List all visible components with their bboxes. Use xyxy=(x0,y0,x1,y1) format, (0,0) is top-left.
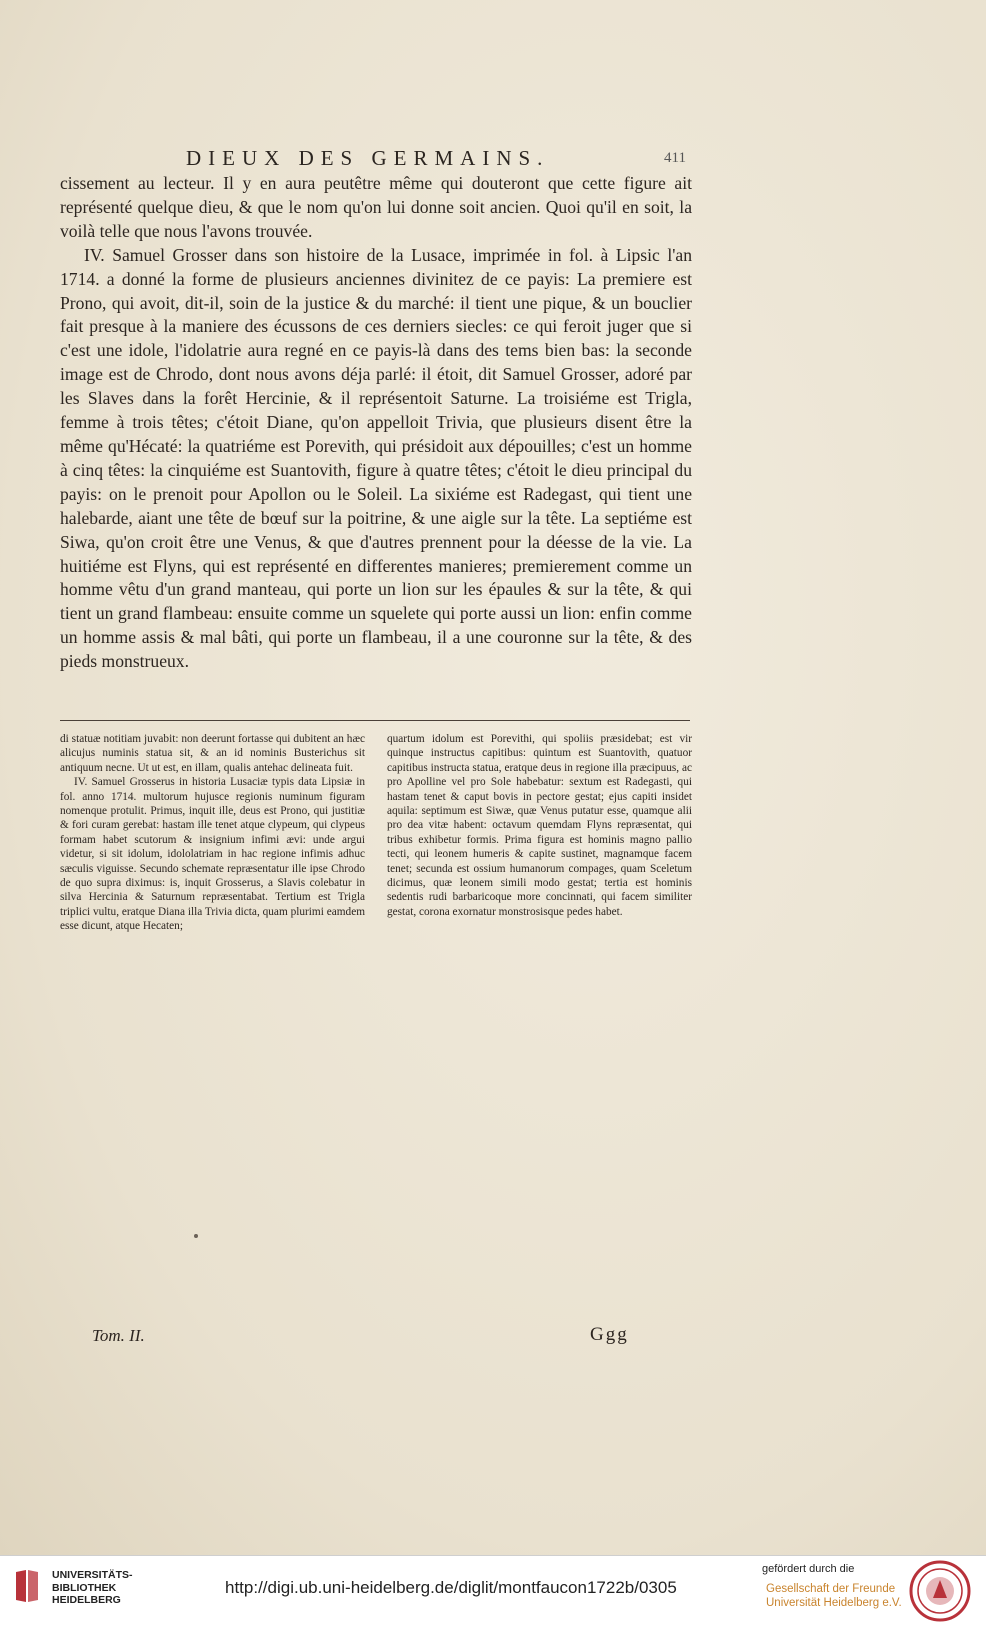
main-paragraph: IV. Samuel Grosser dans son histoire de la Lusace, imprimée in fol. à Lipsic l'an 1714. a donné la forme de plusieurs anciennes divinitez de ce payis: La premiere est Prono, qui avoit, dit-il, soin de la justice & du marché: il tient une pique, & un bouclier fait presque à la maniere des écussons de ces derniers siecles: ce qui feroit juger que si c'est une idole, l'idolatrie aura regné en ce payis-là dans des tems bien bas: la seconde image est de Chrodo, dont nous avons déja parlé: il étoit, dit Samuel Grosser, adoré par les Slaves dans la forêt Hercinie, & il représentoit Saturne. La troisiéme est Trigla, femme à trois têtes; c'étoit Diane, qu'on appelloit Trivia, que plusieurs disent être la même qu'Hécaté: la quatriéme est Porevith, qui présidoit aux dépouilles; c'est un homme à cinq têtes: la cinquiéme est Suantovith, figure à quatre têtes; c'étoit le dieu principal du payis: on le prenoit pour Apollon ou le Soleil. La sixiéme est Radegast, qui tient une halebarde, aiant une tête de bœuf sur la poitrine, & une aigle sur la tête. La septiéme est Siwa, qu'on croit être une Venus, & que d'autres prennent pour la déesse de la vie. La huitiéme est Flyns, qui est représenté en differentes manieres; premierement comme un homme vêtu d'un grand manteau, qui porte un lion sur les épaules & sur la tête, & qui tient un grand flambeau: ensuite comme un squelete qui porte aussi un lion: enfin comme un homme assis & mal bâti, qui porte un flambeau, il a une couronne sur la tête, & des pieds monstrueux. xyxy=(60,244,692,672)
note-paragraph: IV. Samuel Grosserus in historia Lusaciæ typis data Lipsiæ in fol. anno 1714. multorum hujusce regionis numinum figuram nomenque protulit. Primus, inquit ille, deus est Prono, qui justitiæ & fori curam gerebat: hastam ille tenet atque clypeum, qui clypeus formam habet scutorum & insignium infimi ævi: unde argui videtur, si sit idolum, idololatriam in hac regione infimis adhuc sæculis viguisse. Secundo schemate repræsentatur ille ipse Chrodo de quo supra diximus: is, inquit Grosserus, a Slavis colebatur in silva Hercinia & Saturnum repræsentabat. Tertium est Trigla triplici vultu, eratque Diana illa Trivia dicta, quam plurimi eamdem esse dicunt, atque Hecaten; xyxy=(60,776,365,933)
library-name-line: UNIVERSITÄTS- xyxy=(52,1569,133,1581)
university-seal-icon xyxy=(909,1560,971,1622)
volume-signature: Tom. II. xyxy=(92,1326,145,1345)
footnote-divider xyxy=(60,720,690,721)
permalink-url[interactable]: http://digi.ub.uni-heidelberg.de/diglit/montfaucon1722b/0305 xyxy=(225,1578,677,1597)
note-paragraph: quartum idolum est Porevithi, qui spoliis præsidebat; est vir quinque instructus capitibus: quintum est Suantovith, quatuor capitibus instructa statua, eratque deus in regione illa præcipuus, ac pro Apolline vel pro Sole habebatur: sextum est Radegasti, qui hastam tenet & caput bovis in pectore gestat; ejus capiti insidet aquila: septimum est Siwæ, quæ Venus putatur esse, quamque alii pro dea vitæ habent: octavum quemdam Flyns repræsentat, qui tribus exhibetur formis. Prima figura est hominis magno pallio tecti, qui leonem humeris & capite sustinet, magnamque facem tenet; secunda est ossium humanorum compages, quam Sceletum dicimus, quæ leonem simili modo gestat; tertia est hominis sedentis rudi barbaricoque more concinnati, qui facem similiter gestat, corona exornatur monstrosisque pedes habet. xyxy=(387,733,692,918)
ink-speck xyxy=(194,1234,198,1238)
sponsor-name-line: Gesellschaft der Freunde xyxy=(766,1583,896,1595)
notes-column-left xyxy=(60,732,365,934)
sponsor-label: gefördert durch die xyxy=(762,1563,855,1575)
notes-column-right xyxy=(387,732,692,934)
library-name xyxy=(52,1569,133,1607)
library-logo-icon[interactable] xyxy=(12,1568,42,1604)
latin-notes xyxy=(60,732,692,934)
note-paragraph: di statuæ notitiam juvabit: non deerunt fortasse qui dubitent an hæc alicujus numinis statua sit, & an id nominis Busterichus sit antiquum necne. Ut ut est, en illam, qualis antehac delineata fuit. xyxy=(60,733,365,774)
sponsor-name[interactable] xyxy=(766,1582,902,1610)
library-name-line: BIBLIOTHEK xyxy=(52,1581,117,1594)
main-text-body xyxy=(60,172,692,674)
library-name-line: HEIDELBERG xyxy=(52,1594,121,1606)
page-number: 411 xyxy=(664,150,686,166)
digitization-banner xyxy=(0,1555,986,1627)
gathering-signature: Ggg xyxy=(590,1324,629,1345)
running-header: DIEUX DES GERMAINS. xyxy=(186,146,550,170)
main-paragraph: cissement au lecteur. Il y en aura peutêtre même qui douteront que cette figure ait représenté quelque dieu, & que le nom qu'on lui donne soit ancien. Quoi qu'il en soit, la voilà telle que nous l'avons trouvée. xyxy=(60,173,692,241)
sponsor-name-line: Universität Heidelberg e.V. xyxy=(766,1597,902,1609)
